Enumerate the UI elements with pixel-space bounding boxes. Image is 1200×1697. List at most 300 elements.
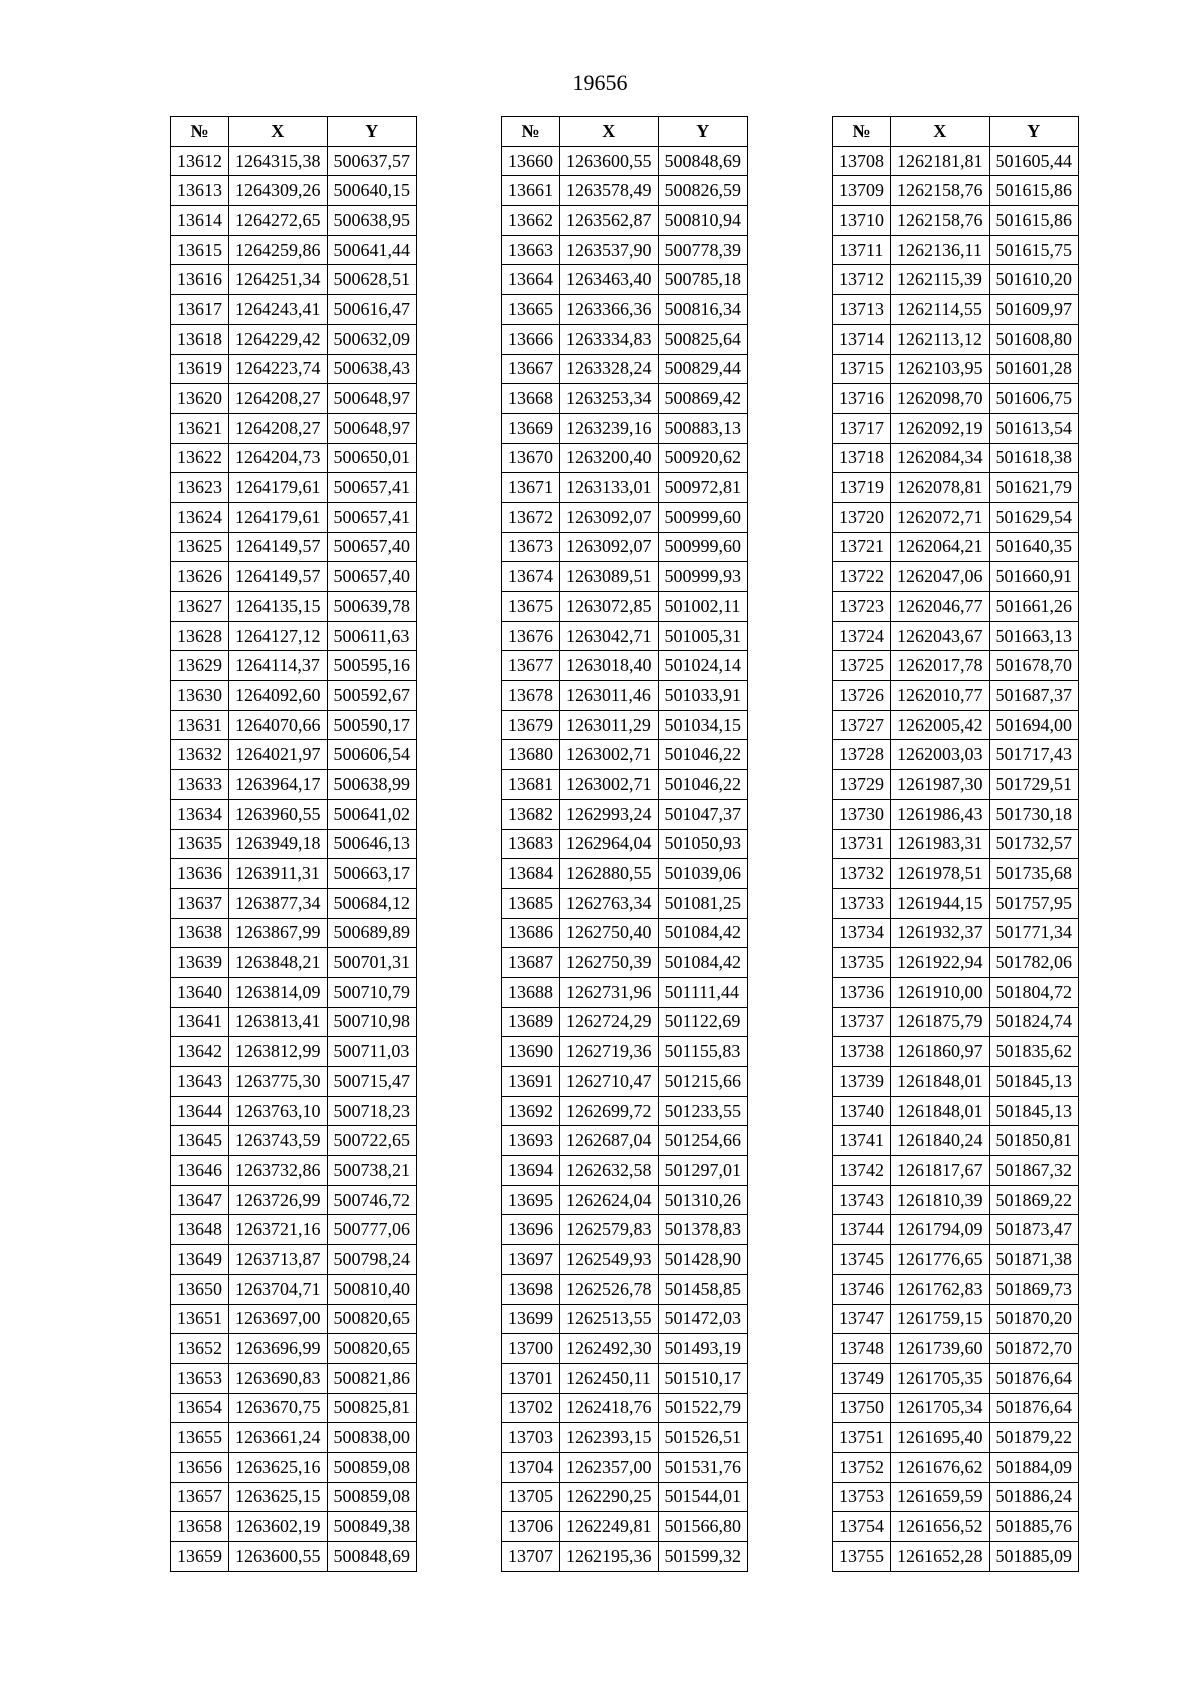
x-coordinate-cell: 1264208,27 [229, 384, 328, 414]
y-coordinate-cell: 501879,22 [989, 1423, 1079, 1453]
x-coordinate-cell: 1261776,65 [891, 1245, 990, 1275]
y-coordinate-cell: 501005,31 [658, 621, 748, 651]
point-number-cell: 13720 [833, 502, 891, 532]
y-coordinate-cell: 501804,72 [989, 977, 1079, 1007]
point-number-cell: 13684 [502, 859, 560, 889]
point-number-cell: 13724 [833, 621, 891, 651]
y-coordinate-cell: 501233,55 [658, 1096, 748, 1126]
y-coordinate-cell: 500883,13 [658, 413, 748, 443]
table-row [502, 1185, 748, 1215]
x-coordinate-cell: 1262492,30 [560, 1334, 659, 1364]
x-coordinate-cell: 1263018,40 [560, 651, 659, 681]
y-coordinate-cell: 500663,17 [327, 859, 417, 889]
point-number-cell: 13730 [833, 799, 891, 829]
y-coordinate-cell: 500648,97 [327, 413, 417, 443]
point-number-cell: 13711 [833, 235, 891, 265]
x-coordinate-cell: 1262763,34 [560, 888, 659, 918]
y-coordinate-cell: 501046,22 [658, 770, 748, 800]
x-coordinate-cell: 1263200,40 [560, 443, 659, 473]
y-coordinate-cell: 500825,81 [327, 1393, 417, 1423]
x-coordinate-cell: 1261944,15 [891, 888, 990, 918]
table-row [171, 651, 417, 681]
y-coordinate-cell: 500869,42 [658, 384, 748, 414]
y-coordinate-cell: 500638,95 [327, 206, 417, 236]
y-coordinate-cell: 500999,60 [658, 502, 748, 532]
table-row [833, 1007, 1079, 1037]
point-number-cell: 13714 [833, 324, 891, 354]
table-row [833, 324, 1079, 354]
point-number-cell: 13641 [171, 1007, 229, 1037]
table-row [833, 681, 1079, 711]
x-coordinate-cell: 1264223,74 [229, 354, 328, 384]
y-coordinate-cell: 500715,47 [327, 1067, 417, 1097]
y-coordinate-cell: 501002,11 [658, 592, 748, 622]
table-row [833, 413, 1079, 443]
table-row [171, 354, 417, 384]
point-number-cell: 13672 [502, 502, 560, 532]
point-number-cell: 13686 [502, 918, 560, 948]
point-number-cell: 13640 [171, 977, 229, 1007]
table-row [833, 948, 1079, 978]
y-coordinate-cell: 501566,80 [658, 1512, 748, 1542]
y-coordinate-cell: 501730,18 [989, 799, 1079, 829]
y-coordinate-cell: 501850,81 [989, 1126, 1079, 1156]
y-coordinate-cell: 501039,06 [658, 859, 748, 889]
x-coordinate-cell: 1263600,55 [229, 1542, 328, 1572]
y-coordinate-cell: 500920,62 [658, 443, 748, 473]
point-number-cell: 13628 [171, 621, 229, 651]
y-coordinate-cell: 500848,69 [327, 1542, 417, 1572]
table-row [502, 384, 748, 414]
y-coordinate-cell: 500657,40 [327, 532, 417, 562]
point-number-cell: 13617 [171, 295, 229, 325]
point-number-cell: 13676 [502, 621, 560, 651]
column-header-x: X [229, 117, 328, 147]
table-row [171, 1185, 417, 1215]
table-row [502, 977, 748, 1007]
coordinate-table [501, 116, 748, 1572]
table-row [171, 1156, 417, 1186]
point-number-cell: 13690 [502, 1037, 560, 1067]
x-coordinate-cell: 1263463,40 [560, 265, 659, 295]
x-coordinate-cell: 1262114,55 [891, 295, 990, 325]
point-number-cell: 13742 [833, 1156, 891, 1186]
table-row [171, 502, 417, 532]
y-coordinate-cell: 500641,44 [327, 235, 417, 265]
point-number-cell: 13708 [833, 146, 891, 176]
point-number-cell: 13651 [171, 1304, 229, 1334]
point-number-cell: 13728 [833, 740, 891, 770]
x-coordinate-cell: 1262632,58 [560, 1156, 659, 1186]
x-coordinate-cell: 1262158,76 [891, 206, 990, 236]
table-row [502, 1037, 748, 1067]
point-number-cell: 13627 [171, 592, 229, 622]
table-row [502, 1393, 748, 1423]
table-row [833, 710, 1079, 740]
y-coordinate-cell: 501610,20 [989, 265, 1079, 295]
x-coordinate-cell: 1262043,67 [891, 621, 990, 651]
table-row [833, 918, 1079, 948]
x-coordinate-cell: 1263092,07 [560, 502, 659, 532]
point-number-cell: 13620 [171, 384, 229, 414]
table-row [502, 354, 748, 384]
y-coordinate-cell: 500746,72 [327, 1185, 417, 1215]
x-coordinate-cell: 1262357,00 [560, 1452, 659, 1482]
point-number-cell: 13692 [502, 1096, 560, 1126]
x-coordinate-cell: 1262115,39 [891, 265, 990, 295]
x-coordinate-cell: 1263328,24 [560, 354, 659, 384]
y-coordinate-cell: 501034,15 [658, 710, 748, 740]
table-row [502, 918, 748, 948]
x-coordinate-cell: 1263562,87 [560, 206, 659, 236]
point-number-cell: 13754 [833, 1512, 891, 1542]
table-row [502, 1096, 748, 1126]
y-coordinate-cell: 501084,42 [658, 948, 748, 978]
header-row [171, 117, 417, 147]
x-coordinate-cell: 1264179,61 [229, 473, 328, 503]
y-coordinate-cell: 500641,02 [327, 799, 417, 829]
x-coordinate-cell: 1263877,34 [229, 888, 328, 918]
table-row [833, 562, 1079, 592]
table-row [502, 948, 748, 978]
table-row [502, 562, 748, 592]
y-coordinate-cell: 500859,08 [327, 1452, 417, 1482]
point-number-cell: 13723 [833, 592, 891, 622]
x-coordinate-cell: 1263625,16 [229, 1452, 328, 1482]
table-row [502, 651, 748, 681]
table-row [502, 1215, 748, 1245]
y-coordinate-cell: 501601,28 [989, 354, 1079, 384]
x-coordinate-cell: 1262624,04 [560, 1185, 659, 1215]
table-row [833, 888, 1079, 918]
x-coordinate-cell: 1262719,36 [560, 1037, 659, 1067]
y-coordinate-cell: 500798,24 [327, 1245, 417, 1275]
table-row [833, 770, 1079, 800]
point-number-cell: 13710 [833, 206, 891, 236]
point-number-cell: 13621 [171, 413, 229, 443]
table-row [502, 1156, 748, 1186]
x-coordinate-cell: 1264135,15 [229, 592, 328, 622]
y-coordinate-cell: 501615,75 [989, 235, 1079, 265]
y-coordinate-cell: 501526,51 [658, 1423, 748, 1453]
point-number-cell: 13701 [502, 1363, 560, 1393]
x-coordinate-cell: 1262750,39 [560, 948, 659, 978]
x-coordinate-cell: 1261875,79 [891, 1007, 990, 1037]
point-number-cell: 13639 [171, 948, 229, 978]
x-coordinate-cell: 1262724,29 [560, 1007, 659, 1037]
point-number-cell: 13645 [171, 1126, 229, 1156]
y-coordinate-cell: 501081,25 [658, 888, 748, 918]
y-coordinate-cell: 500829,44 [658, 354, 748, 384]
table-row [171, 206, 417, 236]
point-number-cell: 13706 [502, 1512, 560, 1542]
table-row [833, 1096, 1079, 1126]
point-number-cell: 13716 [833, 384, 891, 414]
y-coordinate-cell: 501845,13 [989, 1067, 1079, 1097]
table-row [171, 413, 417, 443]
table-row [502, 206, 748, 236]
point-number-cell: 13631 [171, 710, 229, 740]
y-coordinate-cell: 501845,13 [989, 1096, 1079, 1126]
table-row [171, 888, 417, 918]
point-number-cell: 13721 [833, 532, 891, 562]
point-number-cell: 13709 [833, 176, 891, 206]
table-row [502, 799, 748, 829]
point-number-cell: 13734 [833, 918, 891, 948]
point-number-cell: 13649 [171, 1245, 229, 1275]
table-row [833, 473, 1079, 503]
point-number-cell: 13729 [833, 770, 891, 800]
table-row [833, 1274, 1079, 1304]
y-coordinate-cell: 501458,85 [658, 1274, 748, 1304]
table-row [171, 1393, 417, 1423]
point-number-cell: 13693 [502, 1126, 560, 1156]
x-coordinate-cell: 1263775,30 [229, 1067, 328, 1097]
x-coordinate-cell: 1264208,27 [229, 413, 328, 443]
table-row [502, 532, 748, 562]
x-coordinate-cell: 1261817,67 [891, 1156, 990, 1186]
x-coordinate-cell: 1263911,31 [229, 859, 328, 889]
point-number-cell: 13652 [171, 1334, 229, 1364]
y-coordinate-cell: 500821,86 [327, 1363, 417, 1393]
y-coordinate-cell: 500838,00 [327, 1423, 417, 1453]
x-coordinate-cell: 1264092,60 [229, 681, 328, 711]
y-coordinate-cell: 500640,15 [327, 176, 417, 206]
x-coordinate-cell: 1262047,06 [891, 562, 990, 592]
x-coordinate-cell: 1262731,96 [560, 977, 659, 1007]
table-row [171, 829, 417, 859]
table-row [502, 443, 748, 473]
y-coordinate-cell: 500616,47 [327, 295, 417, 325]
table-row [171, 176, 417, 206]
point-number-cell: 13737 [833, 1007, 891, 1037]
y-coordinate-cell: 501835,62 [989, 1037, 1079, 1067]
x-coordinate-cell: 1263690,83 [229, 1363, 328, 1393]
table-row [502, 1274, 748, 1304]
point-number-cell: 13660 [502, 146, 560, 176]
x-coordinate-cell: 1261762,83 [891, 1274, 990, 1304]
column-header-number: № [171, 117, 229, 147]
x-coordinate-cell: 1263011,29 [560, 710, 659, 740]
point-number-cell: 13744 [833, 1215, 891, 1245]
x-coordinate-cell: 1262017,78 [891, 651, 990, 681]
table-row [171, 918, 417, 948]
point-number-cell: 13653 [171, 1363, 229, 1393]
x-coordinate-cell: 1262290,25 [560, 1482, 659, 1512]
y-coordinate-cell: 501757,95 [989, 888, 1079, 918]
y-coordinate-cell: 501884,09 [989, 1452, 1079, 1482]
table-row [171, 1363, 417, 1393]
table-row [833, 295, 1079, 325]
point-number-cell: 13680 [502, 740, 560, 770]
x-coordinate-cell: 1263960,55 [229, 799, 328, 829]
table-row [502, 1512, 748, 1542]
y-coordinate-cell: 501824,74 [989, 1007, 1079, 1037]
column-header-y: Y [989, 117, 1079, 147]
x-coordinate-cell: 1262964,04 [560, 829, 659, 859]
y-coordinate-cell: 500611,63 [327, 621, 417, 651]
x-coordinate-cell: 1263661,24 [229, 1423, 328, 1453]
point-number-cell: 13731 [833, 829, 891, 859]
y-coordinate-cell: 501378,83 [658, 1215, 748, 1245]
point-number-cell: 13715 [833, 354, 891, 384]
column-header-x: X [891, 117, 990, 147]
table-row [833, 1067, 1079, 1097]
x-coordinate-cell: 1261695,40 [891, 1423, 990, 1453]
point-number-cell: 13667 [502, 354, 560, 384]
x-coordinate-cell: 1261676,62 [891, 1452, 990, 1482]
table-row [502, 710, 748, 740]
y-coordinate-cell: 501493,19 [658, 1334, 748, 1364]
table-row [833, 1037, 1079, 1067]
point-number-cell: 13654 [171, 1393, 229, 1423]
table-row [171, 1215, 417, 1245]
point-number-cell: 13688 [502, 977, 560, 1007]
table-row [502, 1482, 748, 1512]
y-coordinate-cell: 501678,70 [989, 651, 1079, 681]
table-row [833, 1304, 1079, 1334]
point-number-cell: 13679 [502, 710, 560, 740]
y-coordinate-cell: 501660,91 [989, 562, 1079, 592]
table-row [502, 1304, 748, 1334]
table-row [833, 977, 1079, 1007]
y-coordinate-cell: 500999,60 [658, 532, 748, 562]
table-row [171, 1096, 417, 1126]
x-coordinate-cell: 1263334,83 [560, 324, 659, 354]
point-number-cell: 13746 [833, 1274, 891, 1304]
point-number-cell: 13697 [502, 1245, 560, 1275]
x-coordinate-cell: 1262181,81 [891, 146, 990, 176]
point-number-cell: 13705 [502, 1482, 560, 1512]
y-coordinate-cell: 500657,41 [327, 473, 417, 503]
table-row [171, 859, 417, 889]
point-number-cell: 13625 [171, 532, 229, 562]
y-coordinate-cell: 501663,13 [989, 621, 1079, 651]
point-number-cell: 13687 [502, 948, 560, 978]
x-coordinate-cell: 1262710,47 [560, 1067, 659, 1097]
point-number-cell: 13713 [833, 295, 891, 325]
y-coordinate-cell: 501155,83 [658, 1037, 748, 1067]
point-number-cell: 13751 [833, 1423, 891, 1453]
x-coordinate-cell: 1262084,34 [891, 443, 990, 473]
table-row [833, 384, 1079, 414]
point-number-cell: 13638 [171, 918, 229, 948]
point-number-cell: 13696 [502, 1215, 560, 1245]
x-coordinate-cell: 1263625,15 [229, 1482, 328, 1512]
table-row [171, 770, 417, 800]
y-coordinate-cell: 501694,00 [989, 710, 1079, 740]
y-coordinate-cell: 501510,17 [658, 1363, 748, 1393]
y-coordinate-cell: 501531,76 [658, 1452, 748, 1482]
x-coordinate-cell: 1264315,38 [229, 146, 328, 176]
y-coordinate-cell: 500848,69 [658, 146, 748, 176]
x-coordinate-cell: 1261652,28 [891, 1542, 990, 1572]
table-row [171, 1245, 417, 1275]
x-coordinate-cell: 1264229,42 [229, 324, 328, 354]
point-number-cell: 13662 [502, 206, 560, 236]
y-coordinate-cell: 501872,70 [989, 1334, 1079, 1364]
table-row [171, 1423, 417, 1453]
x-coordinate-cell: 1261986,43 [891, 799, 990, 829]
x-coordinate-cell: 1263732,86 [229, 1156, 328, 1186]
point-number-cell: 13650 [171, 1274, 229, 1304]
table-row [833, 592, 1079, 622]
table-row [502, 324, 748, 354]
y-coordinate-cell: 501472,03 [658, 1304, 748, 1334]
point-number-cell: 13689 [502, 1007, 560, 1037]
x-coordinate-cell: 1261739,60 [891, 1334, 990, 1364]
table-row [502, 146, 748, 176]
x-coordinate-cell: 1261860,97 [891, 1037, 990, 1067]
x-coordinate-cell: 1263696,99 [229, 1334, 328, 1364]
table-row [833, 1423, 1079, 1453]
x-coordinate-cell: 1263670,75 [229, 1393, 328, 1423]
point-number-cell: 13635 [171, 829, 229, 859]
y-coordinate-cell: 501615,86 [989, 176, 1079, 206]
table-row [833, 1334, 1079, 1364]
y-coordinate-cell: 501047,37 [658, 799, 748, 829]
point-number-cell: 13732 [833, 859, 891, 889]
y-coordinate-cell: 501084,42 [658, 918, 748, 948]
table-row [833, 1452, 1079, 1482]
y-coordinate-cell: 500999,93 [658, 562, 748, 592]
point-number-cell: 13670 [502, 443, 560, 473]
table-row [171, 977, 417, 1007]
y-coordinate-cell: 501876,64 [989, 1363, 1079, 1393]
x-coordinate-cell: 1264272,65 [229, 206, 328, 236]
y-coordinate-cell: 500820,65 [327, 1304, 417, 1334]
table-row [502, 1126, 748, 1156]
y-coordinate-cell: 501661,26 [989, 592, 1079, 622]
table-row [502, 829, 748, 859]
x-coordinate-cell: 1261910,00 [891, 977, 990, 1007]
point-number-cell: 13629 [171, 651, 229, 681]
table-row [171, 1482, 417, 1512]
x-coordinate-cell: 1263721,16 [229, 1215, 328, 1245]
x-coordinate-cell: 1263763,10 [229, 1096, 328, 1126]
table-row [171, 235, 417, 265]
table-row [171, 710, 417, 740]
table-row [833, 532, 1079, 562]
point-number-cell: 13661 [502, 176, 560, 206]
x-coordinate-cell: 1263814,09 [229, 977, 328, 1007]
y-coordinate-cell: 501122,69 [658, 1007, 748, 1037]
x-coordinate-cell: 1263366,36 [560, 295, 659, 325]
x-coordinate-cell: 1263949,18 [229, 829, 328, 859]
y-coordinate-cell: 501621,79 [989, 473, 1079, 503]
x-coordinate-cell: 1261656,52 [891, 1512, 990, 1542]
point-number-cell: 13752 [833, 1452, 891, 1482]
y-coordinate-cell: 501428,90 [658, 1245, 748, 1275]
x-coordinate-cell: 1263697,00 [229, 1304, 328, 1334]
x-coordinate-cell: 1263042,71 [560, 621, 659, 651]
table-row [833, 1542, 1079, 1572]
table-row [171, 799, 417, 829]
y-coordinate-cell: 500639,78 [327, 592, 417, 622]
table-row [171, 1452, 417, 1482]
y-coordinate-cell: 500684,12 [327, 888, 417, 918]
table-row [171, 621, 417, 651]
x-coordinate-cell: 1264149,57 [229, 562, 328, 592]
page-number: 19656 [572, 70, 628, 95]
x-coordinate-cell: 1262136,11 [891, 235, 990, 265]
x-coordinate-cell: 1263602,19 [229, 1512, 328, 1542]
x-coordinate-cell: 1263867,99 [229, 918, 328, 948]
table-row [502, 1452, 748, 1482]
y-coordinate-cell: 501886,24 [989, 1482, 1079, 1512]
y-coordinate-cell: 500816,34 [658, 295, 748, 325]
point-number-cell: 13738 [833, 1037, 891, 1067]
